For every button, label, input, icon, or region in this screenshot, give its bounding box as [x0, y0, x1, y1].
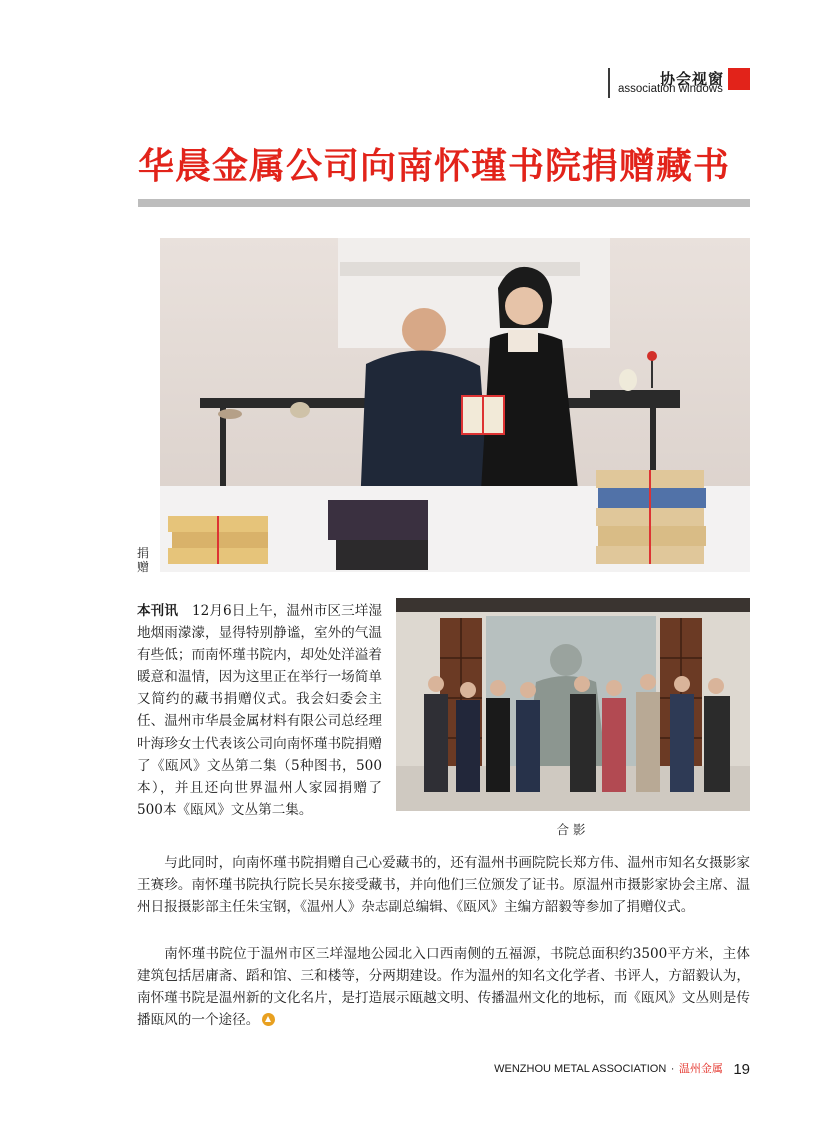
page-footer	[470, 1060, 750, 1080]
magazine-logo-icon	[262, 1013, 275, 1026]
section-title-en: association windows	[618, 83, 723, 95]
photo2-caption: 合影	[556, 822, 590, 837]
group-photo	[396, 598, 750, 811]
title-rule	[138, 199, 750, 207]
para3-text: 南怀瑾书院位于温州市区三垟湿地公园北入口西南侧的五福源，书院总面积约3500平方米，主体建筑包括居庸斋、蹈和馆、三和楼等，分两期建设。作为温州的知名文化学者、书评人，方韶毅认为，南怀瑾书院是温州新的文化名片，是打造展示瓯越文明、传播温州文化的地标，而《瓯风》文丛则是传播瓯风的一个途径。	[137, 946, 750, 1029]
lead-label: 本刊讯	[137, 603, 178, 619]
footer-association-cn: 温州金属	[678, 1062, 723, 1075]
section-red-square	[728, 68, 750, 90]
paragraph-3	[137, 943, 750, 1031]
section-tag	[608, 68, 750, 98]
paragraph-2	[137, 852, 750, 918]
lead-paragraph	[137, 600, 382, 821]
para1-text: 12月6日上午，温州市区三垟湿地烟雨濛濛，显得特别静谧，室外的气温有些低；而南怀瑾书院内，却处处洋溢着暖意和温情，因为这里正在举行一场简单又简约的藏书捐赠仪式。我会妇委会主任、温州市华晨金属材料有限公司总经理叶海珍女士代表该公司向南怀瑾书院捐赠了《瓯风》文丛第二集（5种图书，500本），并且还向世界温州人家园捐赠了500本《瓯风》文丛第二集。	[137, 603, 382, 818]
article-title: 华晨金属公司向南怀瑾书院捐赠藏书	[138, 146, 731, 187]
section-divider	[608, 68, 610, 98]
photo1-caption: 捐赠	[137, 546, 150, 574]
footer-separator: ·	[670, 1063, 675, 1075]
page-number: 19	[733, 1061, 750, 1078]
section-title-cn: 协会视窗	[660, 70, 725, 88]
donation-photo	[160, 238, 750, 572]
para2-text: 与此同时，向南怀瑾书院捐赠自己心爱藏书的，还有温州书画院院长郑方伟、温州市知名女摄影家王赛珍。南怀瑾书院执行院长吴东接受藏书，并向他们三位颁发了证书。原温州市摄影家协会主席、温州日报摄影部主任朱宝钢，《温州人》杂志副总编辑、《瓯风》主编方韶毅等参加了捐赠仪式。	[137, 855, 750, 916]
footer-association-en: WENZHOU METAL ASSOCIATION	[494, 1063, 667, 1075]
